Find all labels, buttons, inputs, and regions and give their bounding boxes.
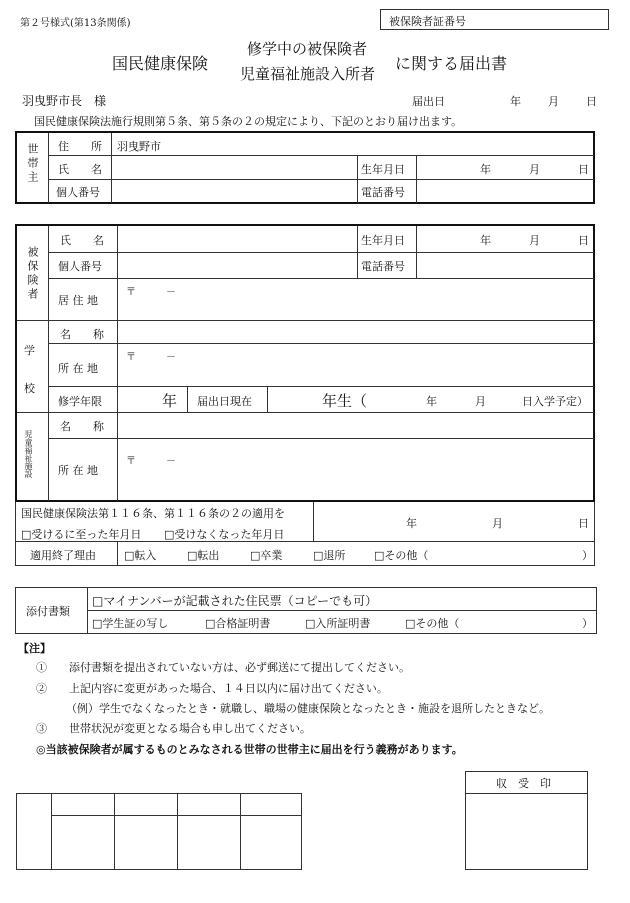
applicability-day: 日 [578,517,589,530]
attachments-close: ） [582,617,593,630]
end-reason-box [15,542,595,566]
school-name-label: 名 称 [60,328,104,341]
title-left: 国民健康保険 [112,54,209,73]
hh-name-label: 氏 名 [58,163,102,176]
note-2: ② 上記内容に変更があった場合、１４日以内に届け出てください。 [36,682,388,695]
filing-date-year: 年 [510,95,521,108]
end-reason-opt-4[interactable]: □退所 [313,549,346,562]
end-reason-close: ） [582,549,593,562]
applicability-year: 年 [406,517,417,530]
end-reason-opt-2[interactable]: □転出 [187,549,220,562]
end-reason-label: 適用終了理由 [30,549,96,562]
insured-birth-year: 年 [480,234,491,247]
insured-mynumber-label: 個人番号 [58,260,102,273]
insured-birth-label: 生年月日 [361,234,405,247]
attachments-label: 添付書類 [26,605,70,618]
school-enroll-day: 日入学予定） [522,395,588,408]
attachments-row1[interactable]: □マイナンバーが記載された住民票（コピーでも可） [92,594,378,608]
office-use-grid [16,793,302,870]
insured-table [15,224,595,502]
applicability-opt2[interactable]: □受けなくなった年月日 [164,528,285,541]
householder-table [15,131,595,204]
hh-phone-label: 電話番号 [361,186,405,199]
insured-birth-month: 月 [529,234,540,247]
note-obligation: ◎当該被保険者が属するものとみなされる世帯の世帯主に届出を行う義務があります。 [36,743,463,756]
filing-date-day: 日 [586,95,597,108]
insured-name-label: 氏 名 [60,234,104,247]
note-example: （例）学生でなくなったとき・就職し、職場の健康保険となったとき・施設を退所したときなど。 [66,702,550,715]
hh-birth-year: 年 [480,163,491,176]
insured-number-box[interactable] [380,9,609,30]
school-duration-label: 修学年限 [58,395,102,408]
insured-postal[interactable]: 〒 － [126,287,176,298]
school-duration-unit: 年 [162,392,178,410]
insured-birth-day: 日 [578,234,589,247]
school-enroll-month: 月 [475,395,486,408]
school-enroll-year: 年 [426,395,437,408]
school-section-label-2: 校 [24,382,35,395]
facility-section-label: 児童福祉施設 [24,430,33,478]
insured-number-label: 被保険者証番号 [389,15,466,28]
addressee: 羽曳野市長 様 [22,94,107,108]
hh-birth-label: 生年月日 [361,163,405,176]
facility-postal[interactable]: 〒 － [126,456,176,467]
school-section-label-1: 学 [24,344,35,357]
householder-section-label: 世帯主 [26,143,39,185]
attachments-opt-2[interactable]: □合格証明書 [205,617,271,630]
receipt-stamp-label: 収 受 印 [496,777,551,790]
hh-address-value[interactable]: 羽曳野市 [117,140,161,153]
school-grade-unit: 年生（ [322,392,368,410]
form-number: 第２号様式(第13条関係) [20,18,131,29]
end-reason-opt-3[interactable]: □卒業 [250,549,283,562]
attachments-opt-1[interactable]: □学生証の写し [92,617,169,630]
filing-date-month: 月 [548,95,559,108]
hh-birth-day: 日 [578,163,589,176]
school-as-of-label: 届出日現在 [197,395,252,408]
attachments-opt-4[interactable]: □その他（ [405,617,460,630]
end-reason-opt-1[interactable]: □転入 [124,549,157,562]
title-mid-bottom: 児童福祉施設入所者 [240,65,376,83]
applicability-month: 月 [492,517,503,530]
note-3: ③ 世帯状況が変更となる場合も申し出てください。 [36,722,311,735]
school-postal[interactable]: 〒 － [126,352,176,363]
end-reason-opt-5[interactable]: □その他（ [374,549,429,562]
insured-phone-label: 電話番号 [361,260,405,273]
hh-birth-month: 月 [529,163,540,176]
applicability-opt1[interactable]: □受けるに至った年月日 [21,528,142,541]
school-location-label: 所 在 地 [58,362,98,375]
hh-mynumber-label: 個人番号 [56,186,100,199]
notes-heading: 【注】 [18,642,51,655]
hh-address-label: 住 所 [58,140,102,153]
attachments-opt-3[interactable]: □入所証明書 [305,617,371,630]
facility-name-label: 名 称 [60,420,104,433]
note-1: ① 添付書類を提出されていない方は、必ず郵送にて提出してください。 [36,661,410,674]
title-right: に関する届出書 [395,54,508,73]
filing-date-label: 届出日 [412,95,445,108]
insured-residence-label: 居 住 地 [58,294,98,307]
intro-text: 国民健康保険法施行規則第５条、第５条の２の規定により、下記のとおり届け出ます。 [34,115,463,128]
insured-section-label: 被保険者 [26,246,39,302]
applicability-line1: 国民健康保険法第１１６条、第１１６条の２の適用を [21,507,285,520]
title-mid-top: 修学中の被保険者 [247,40,368,58]
facility-location-label: 所 在 地 [58,464,98,477]
